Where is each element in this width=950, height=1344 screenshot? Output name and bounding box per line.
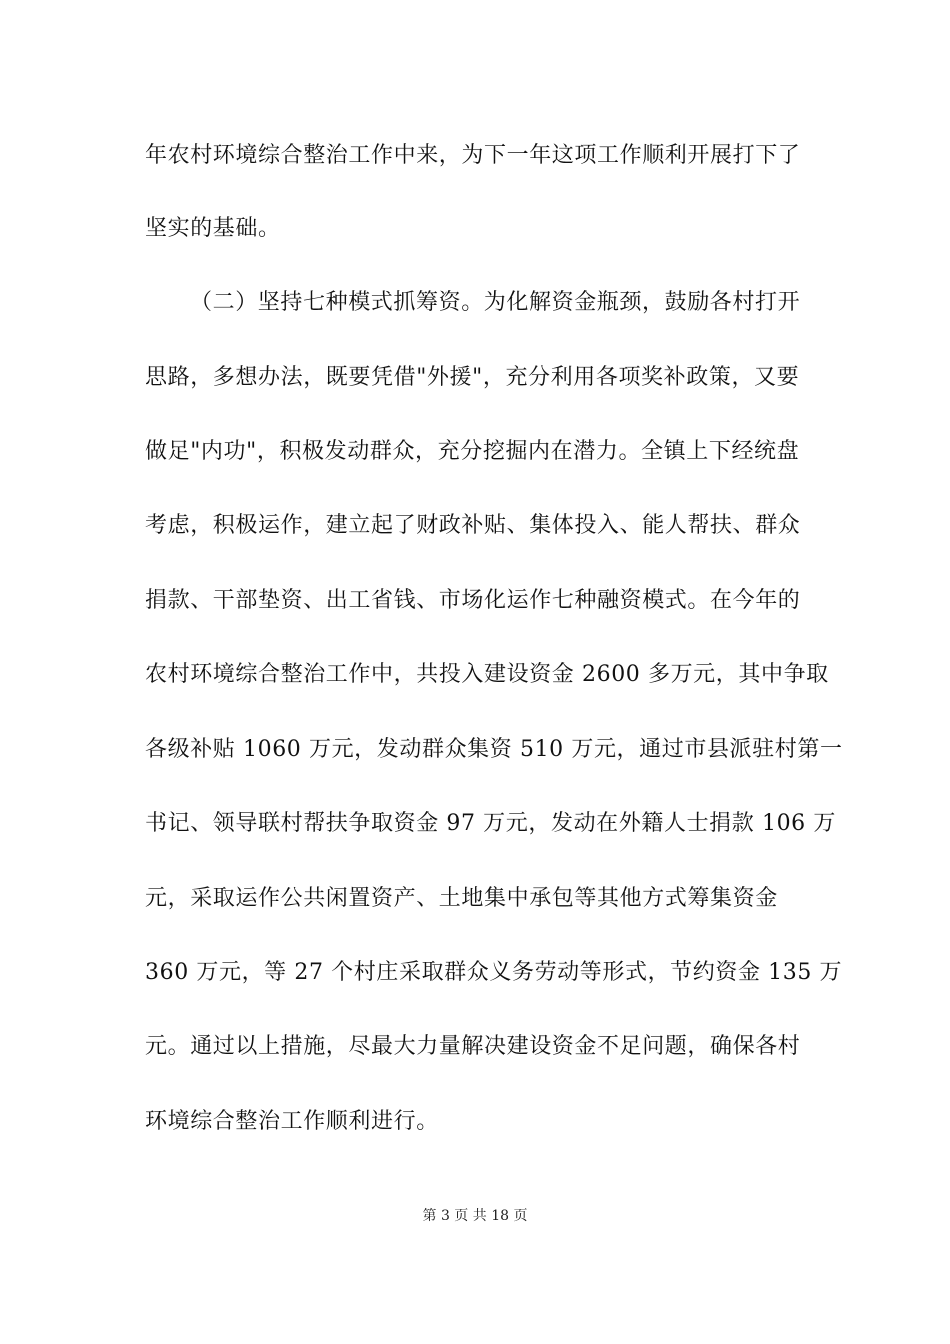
body-line-2: 坚实的基础。 xyxy=(145,216,281,241)
body-line-14: 环境综合整治工作顺利进行。 xyxy=(145,1109,439,1134)
body-line-13: 元。通过以上措施，尽最大力量解决建设资金不足问题，确保各村 xyxy=(145,1034,801,1059)
page-number-footer: 第 3 页 共 18 页 xyxy=(422,1208,528,1224)
body-line-11: 元，采取运作公共闲置资产、土地集中承包等其他方式筹集资金 xyxy=(145,886,778,911)
body-line-12: 360 万元，等 27 个村庄采取群众义务劳动等形式，节约资金 135 万 xyxy=(145,960,843,985)
body-line-7: 捐款、干部垫资、出工省钱、市场化运作七种融资模式。在今年的 xyxy=(145,588,801,613)
section-heading-line: （二）坚持七种模式抓筹资。为化解资金瓶颈，鼓励各村打开 xyxy=(190,290,801,315)
body-line-6: 考虑，积极运作，建立起了财政补贴、集体投入、能人帮扶、群众 xyxy=(145,513,801,538)
body-line-5: 做足"内功"，积极发动群众，充分挖掘内在潜力。全镇上下经统盘 xyxy=(145,439,800,464)
body-line-10: 书记、领导联村帮扶争取资金 97 万元，发动在外籍人士捐款 106 万 xyxy=(145,811,836,836)
body-line-9: 各级补贴 1060 万元，发动群众集资 510 万元，通过市县派驻村第一 xyxy=(145,737,843,762)
body-line-8: 农村环境综合整治工作中，共投入建设资金 2600 多万元，其中争取 xyxy=(145,662,829,687)
body-line-1: 年农村环境综合整治工作中来，为下一年这项工作顺利开展打下了 xyxy=(145,143,801,168)
body-line-4: 思路，多想办法，既要凭借"外援"，充分利用各项奖补政策，又要 xyxy=(145,365,800,390)
